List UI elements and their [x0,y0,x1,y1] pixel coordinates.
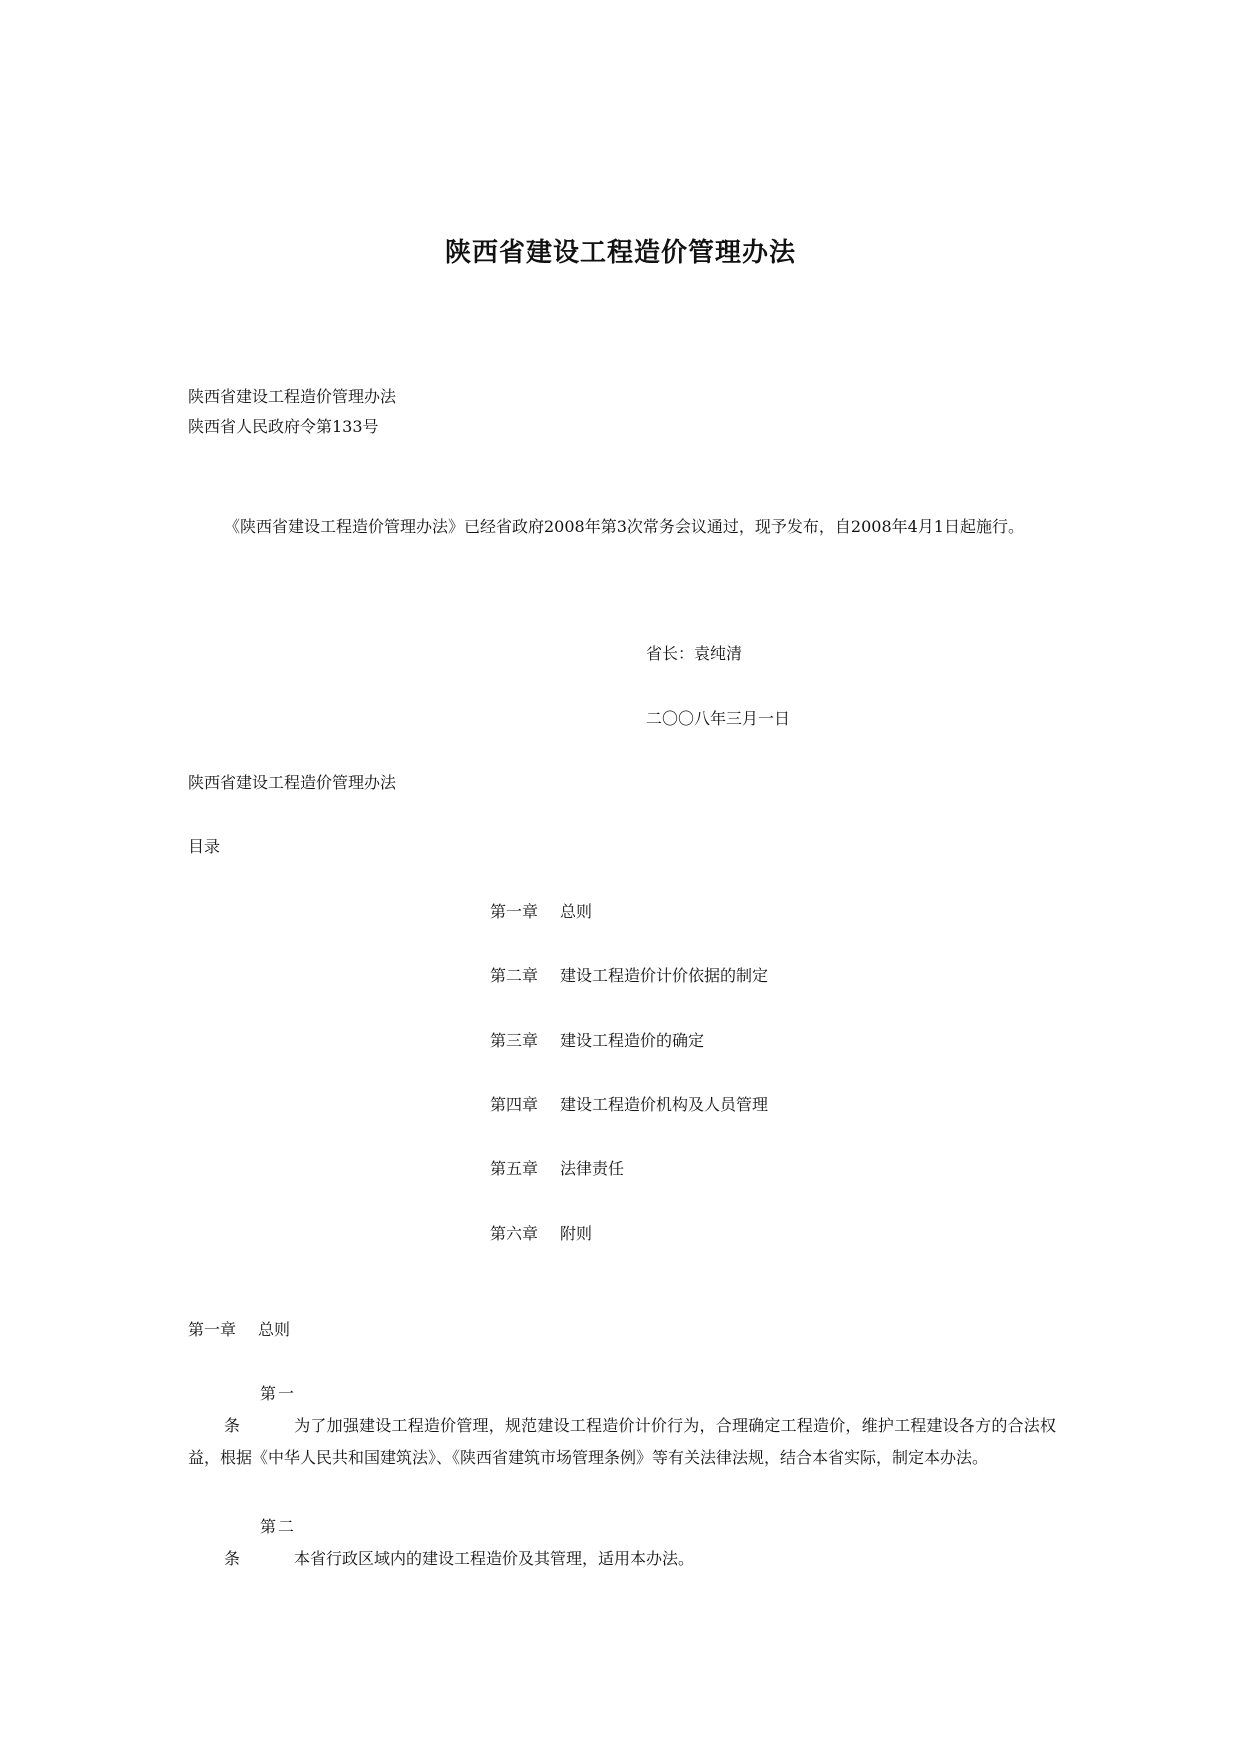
article-number: 第一条 [224,1384,294,1435]
article-paragraph [188,1378,1056,1474]
article-paragraph [188,1511,1056,1575]
toc-chapter-title: 建设工程造价机构及人员管理 [560,1095,769,1114]
toc-item [490,1094,768,1116]
chapter-heading [188,1319,290,1341]
toc-item [490,965,768,987]
issue-date: 二〇〇八年三月一日 [646,709,791,728]
signatory: 省长：袁纯清 [646,644,743,663]
article-text: 为了加强建设工程造价管理，规范建设工程造价计价行为，合理确定工程造价，维护工程建设各方的合法权益，根据《中华人民共和国建筑法》、《陕西省建筑市场管理条例》等有关法律法规，结合本省实际，制定本办法。 [188,1416,1056,1467]
toc-chapter-title: 法律责任 [560,1159,625,1178]
announcement-paragraph: 《陕西省建设工程造价管理办法》已经省政府2008年第3次常务会议通过，现予发布，自2008年4月1日起施行。 [224,517,1024,536]
toc-chapter-title: 附则 [560,1224,593,1243]
chapter-number: 第一章 [188,1320,237,1339]
toc-item [490,1030,704,1052]
toc-chapter-title: 建设工程造价的确定 [560,1031,705,1050]
header-line-decree: 陕西省人民政府令第133号 [188,417,379,436]
document-title: 陕西省建设工程造价管理办法 [444,238,796,268]
toc-chapter-number: 第一章 [490,902,539,921]
toc-chapter-title: 建设工程造价计价依据的制定 [560,966,769,985]
toc-chapter-number: 第三章 [490,1031,539,1050]
toc-item [490,901,592,923]
article-number: 第二条 [224,1517,294,1568]
toc-label: 目录 [188,837,221,856]
toc-chapter-number: 第五章 [490,1159,539,1178]
body-title: 陕西省建设工程造价管理办法 [188,773,397,792]
header-line-title: 陕西省建设工程造价管理办法 [188,387,397,406]
article-text: 本省行政区域内的建设工程造价及其管理，适用本办法。 [294,1549,695,1568]
toc-item [490,1223,592,1245]
toc-chapter-number: 第六章 [490,1224,539,1243]
chapter-title: 总则 [258,1320,291,1339]
toc-chapter-title: 总则 [560,902,593,921]
toc-chapter-number: 第二章 [490,966,539,985]
toc-chapter-number: 第四章 [490,1095,539,1114]
toc-item [490,1158,624,1180]
